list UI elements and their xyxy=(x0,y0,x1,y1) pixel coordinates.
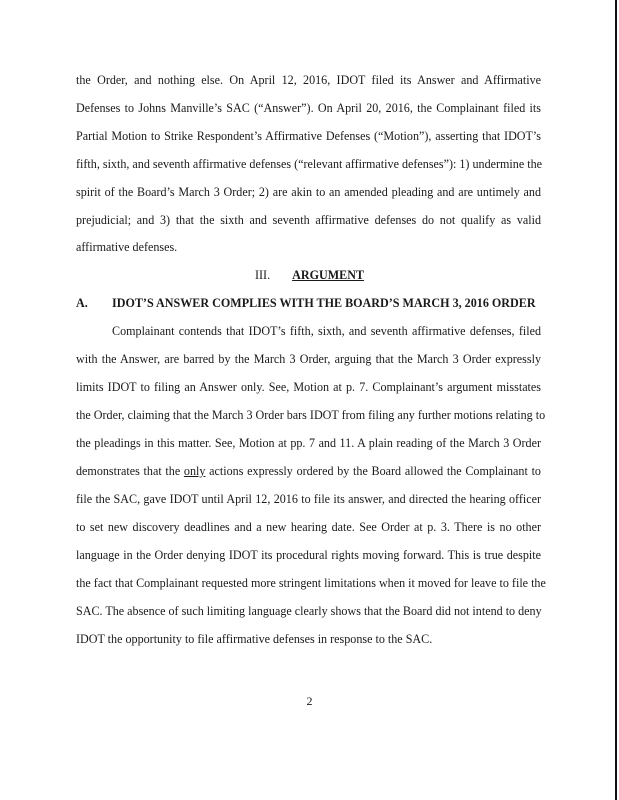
intro-line-6: prejudicial; and 3) that the sixth and seventh affirmative defenses do not qualify as valid xyxy=(76,213,541,227)
body-line-3: limits IDOT to filing an Answer only. See, Motion at p. 7. Complainant’s argument misstates xyxy=(76,380,541,394)
intro-line-1: the Order, and nothing else. On April 12, 2016, IDOT filed its Answer and Affirmative xyxy=(76,73,541,87)
subsection-letter: A. xyxy=(76,296,88,310)
intro-line-7: affirmative defenses. xyxy=(76,240,178,254)
section-title: ARGUMENT xyxy=(292,268,364,282)
body-line-12: IDOT the opportunity to file affirmative defenses in response to the SAC. xyxy=(76,632,433,646)
page-edge-border xyxy=(615,0,617,800)
subsection-title: IDOT’S ANSWER COMPLIES WITH THE BOARD’S MARCH 3, 2016 ORDER xyxy=(112,296,536,310)
body-line-5: the pleadings in this matter. See, Motion at pp. 7 and 11. A plain reading of the March 3 Order xyxy=(76,436,541,450)
body-line-6-end: actions expressly ordered by the Board allowed the Complainant to xyxy=(209,464,541,478)
body-line-11: SAC. The absence of such limiting language clearly shows that the Board did not intend to deny xyxy=(76,604,542,618)
intro-line-2: Defenses to Johns Manville’s SAC (“Answer”). On April 20, 2016, the Complainant filed its xyxy=(76,101,541,115)
body-line-10: the fact that Complainant requested more stringent limitations when it moved for leave to file the xyxy=(76,576,546,590)
page-number: 2 xyxy=(306,694,313,708)
body-line-6 xyxy=(76,464,541,478)
body-line-4: the Order, claiming that the March 3 Order bars IDOT from filing any further motions relating to xyxy=(76,408,546,422)
body-line-6-start: demonstrates that the xyxy=(76,464,181,478)
subsection-heading xyxy=(76,296,546,311)
body-line-2: with the Answer, are barred by the March 3 Order, arguing that the March 3 Order expressly xyxy=(76,352,541,366)
intro-line-3: Partial Motion to Strike Respondent’s Affirmative Defenses (“Motion”), asserting that IDOT’s xyxy=(76,129,541,143)
body-line-9: language in the Order denying IDOT its procedural rights moving forward. This is true despite xyxy=(76,548,541,562)
body-line-7: file the SAC, gave IDOT until April 12, 2016 to file its answer, and directed the hearing officer xyxy=(76,492,541,506)
section-heading xyxy=(0,268,619,283)
intro-line-4: fifth, sixth, and seventh affirmative defenses (“relevant affirmative defenses”): 1) undermine the xyxy=(76,157,542,171)
body-line-1: Complainant contends that IDOT’s fifth, sixth, and seventh affirmative defenses, filed xyxy=(112,324,541,338)
section-number: III. xyxy=(255,268,271,282)
body-line-8: to set new discovery deadlines and a new hearing date. See Order at p. 3. There is no other xyxy=(76,520,541,534)
intro-line-5: spirit of the Board’s March 3 Order; 2) are akin to an amended pleading and are untimely and xyxy=(76,185,541,199)
emphasis-only: only xyxy=(183,464,206,478)
